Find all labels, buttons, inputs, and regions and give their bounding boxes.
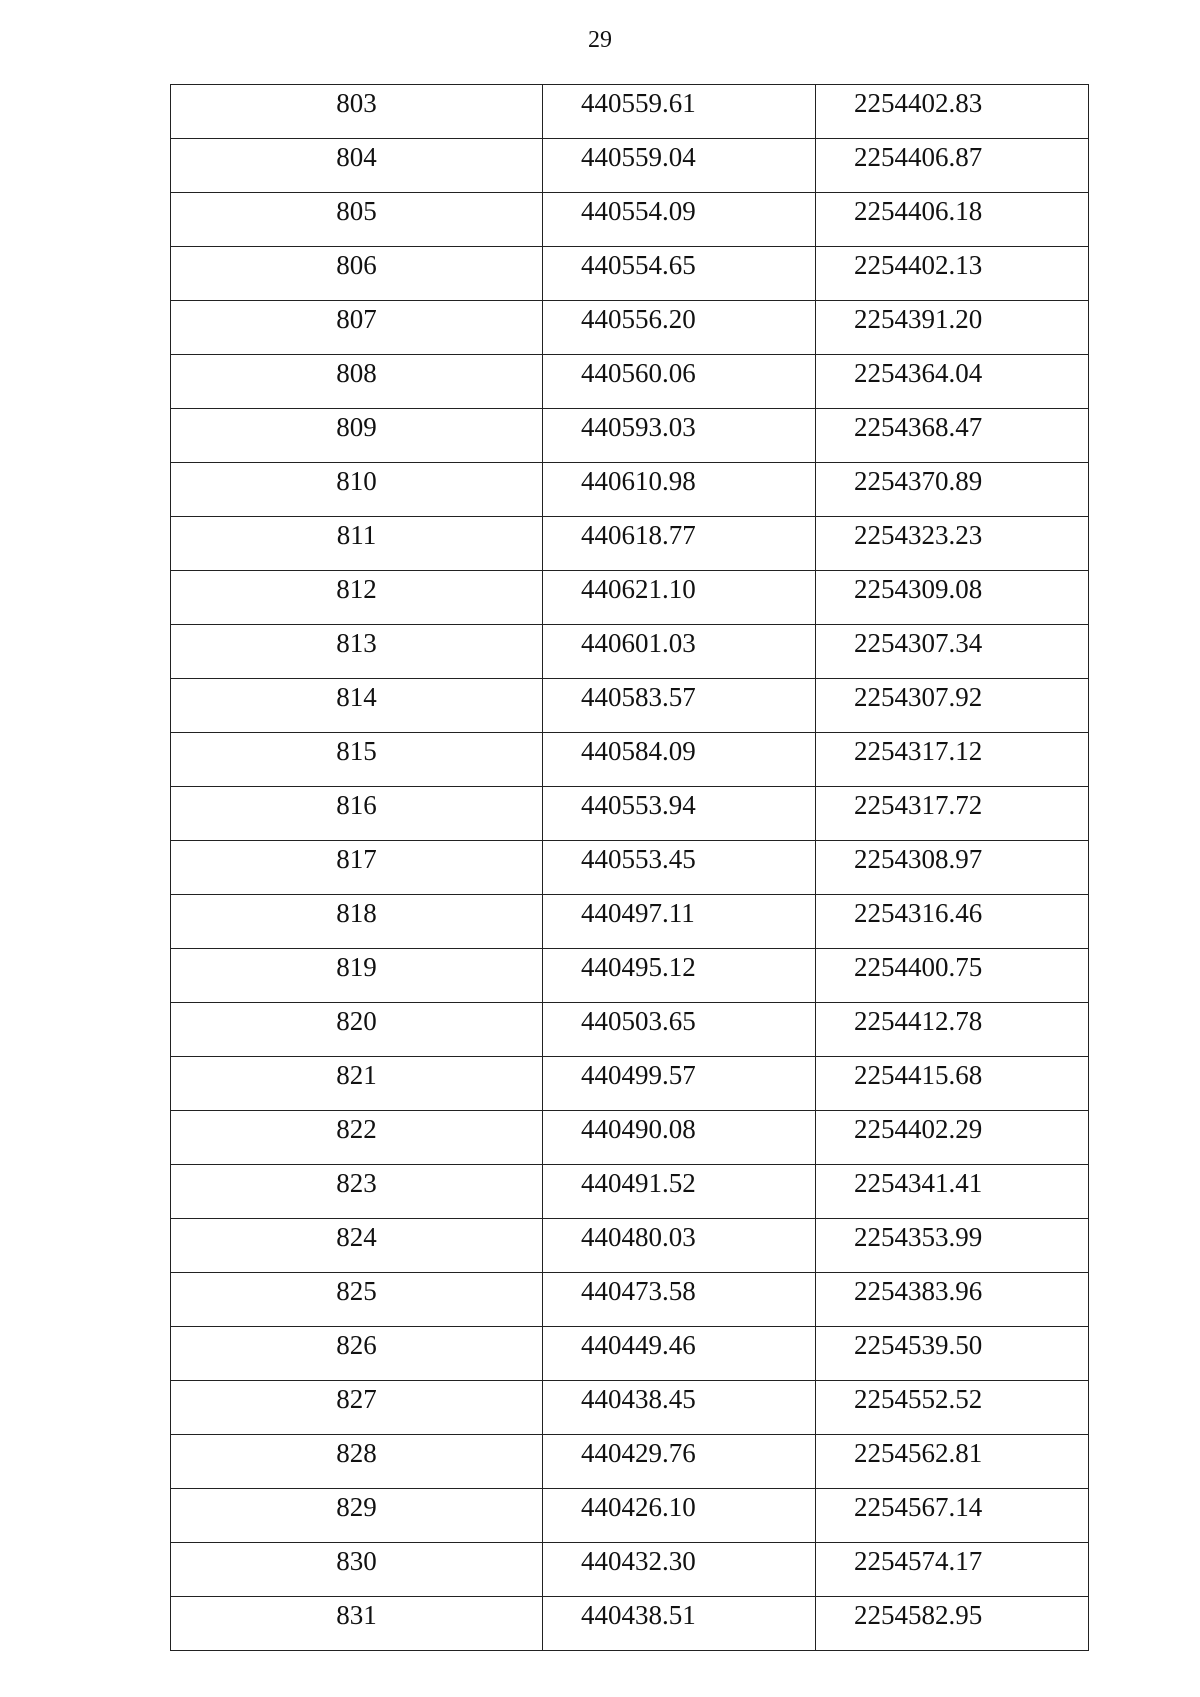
table-row [171,247,1089,301]
point-number-text: 829 [336,1492,377,1522]
point-number-cell [171,1003,543,1057]
y-coordinate-cell [816,625,1089,679]
y-coordinate-cell [816,787,1089,841]
point-number-text: 813 [336,628,377,658]
y-coordinate-text: 2254567.14 [854,1492,983,1522]
point-number-text: 826 [336,1330,377,1360]
x-coordinate-cell [543,787,816,841]
x-coordinate-text: 440584.09 [581,736,696,766]
table-row [171,1003,1089,1057]
y-coordinate-text: 2254574.17 [854,1546,983,1576]
point-number-cell [171,1381,543,1435]
table-row [171,1165,1089,1219]
x-coordinate-cell [543,463,816,517]
point-number-cell [171,733,543,787]
point-number-cell [171,1543,543,1597]
x-coordinate-text: 440553.45 [581,844,696,874]
point-number-cell [171,625,543,679]
x-coordinate-text: 440556.20 [581,304,696,334]
x-coordinate-cell [543,733,816,787]
point-number-cell [171,1111,543,1165]
table-row [171,1597,1089,1651]
y-coordinate-cell [816,247,1089,301]
x-coordinate-cell [543,301,816,355]
y-coordinate-text: 2254415.68 [854,1060,983,1090]
y-coordinate-text: 2254316.46 [854,898,983,928]
y-coordinate-cell [816,1111,1089,1165]
y-coordinate-text: 2254412.78 [854,1006,983,1036]
y-coordinate-text: 2254307.92 [854,682,983,712]
x-coordinate-cell [543,1219,816,1273]
y-coordinate-text: 2254353.99 [854,1222,983,1252]
table-row [171,787,1089,841]
x-coordinate-text: 440583.57 [581,682,696,712]
point-number-cell [171,85,543,139]
x-coordinate-cell [543,409,816,463]
x-coordinate-text: 440554.65 [581,250,696,280]
y-coordinate-cell [816,1489,1089,1543]
y-coordinate-text: 2254317.12 [854,736,983,766]
y-coordinate-cell [816,733,1089,787]
y-coordinate-cell [816,1273,1089,1327]
point-number-text: 816 [336,790,377,820]
table-row [171,949,1089,1003]
y-coordinate-text: 2254402.83 [854,88,983,118]
point-number-text: 818 [336,898,377,928]
x-coordinate-cell [543,1489,816,1543]
point-number-text: 803 [336,88,377,118]
y-coordinate-text: 2254364.04 [854,358,983,388]
y-coordinate-cell [816,355,1089,409]
y-coordinate-text: 2254406.87 [854,142,983,172]
table-row [171,1381,1089,1435]
y-coordinate-cell [816,1597,1089,1651]
table-row [171,1327,1089,1381]
x-coordinate-text: 440559.04 [581,142,696,172]
table-row [171,571,1089,625]
y-coordinate-text: 2254307.34 [854,628,983,658]
x-coordinate-text: 440497.11 [581,898,695,928]
x-coordinate-text: 440480.03 [581,1222,696,1252]
y-coordinate-text: 2254370.89 [854,466,983,496]
y-coordinate-cell [816,193,1089,247]
point-number-text: 819 [336,952,377,982]
y-coordinate-text: 2254582.95 [854,1600,983,1630]
table-row [171,1219,1089,1273]
point-number-cell [171,1489,543,1543]
point-number-cell [171,571,543,625]
y-coordinate-cell [816,517,1089,571]
x-coordinate-text: 440554.09 [581,196,696,226]
table-row [171,85,1089,139]
point-number-cell [171,1057,543,1111]
x-coordinate-cell [543,1597,816,1651]
point-number-text: 830 [336,1546,377,1576]
y-coordinate-cell [816,1057,1089,1111]
y-coordinate-cell [816,895,1089,949]
x-coordinate-text: 440491.52 [581,1168,696,1198]
point-number-text: 805 [336,196,377,226]
x-coordinate-text: 440495.12 [581,952,696,982]
y-coordinate-cell [816,571,1089,625]
y-coordinate-text: 2254406.18 [854,196,983,226]
point-number-text: 825 [336,1276,377,1306]
table-row [171,733,1089,787]
x-coordinate-text: 440490.08 [581,1114,696,1144]
y-coordinate-cell [816,1219,1089,1273]
y-coordinate-text: 2254402.29 [854,1114,983,1144]
table-row [171,517,1089,571]
x-coordinate-cell [543,139,816,193]
x-coordinate-cell [543,625,816,679]
x-coordinate-cell [543,1381,816,1435]
table-row [171,1057,1089,1111]
x-coordinate-cell [543,1057,816,1111]
point-number-text: 820 [336,1006,377,1036]
x-coordinate-text: 440429.76 [581,1438,696,1468]
y-coordinate-text: 2254308.97 [854,844,983,874]
y-coordinate-text: 2254368.47 [854,412,983,442]
x-coordinate-cell [543,841,816,895]
y-coordinate-text: 2254309.08 [854,574,983,604]
x-coordinate-cell [543,193,816,247]
x-coordinate-text: 440432.30 [581,1546,696,1576]
x-coordinate-text: 440618.77 [581,520,696,550]
point-number-cell [171,1597,543,1651]
point-number-text: 807 [336,304,377,334]
x-coordinate-cell [543,571,816,625]
x-coordinate-text: 440499.57 [581,1060,696,1090]
y-coordinate-text: 2254539.50 [854,1330,983,1360]
y-coordinate-cell [816,1543,1089,1597]
x-coordinate-cell [543,1435,816,1489]
point-number-text: 806 [336,250,377,280]
y-coordinate-text: 2254323.23 [854,520,983,550]
x-coordinate-cell [543,1003,816,1057]
point-number-text: 809 [336,412,377,442]
table-row [171,841,1089,895]
y-coordinate-cell [816,85,1089,139]
table-row [171,1543,1089,1597]
x-coordinate-text: 440438.51 [581,1600,696,1630]
point-number-cell [171,409,543,463]
x-coordinate-text: 440559.61 [581,88,696,118]
point-number-cell [171,301,543,355]
x-coordinate-text: 440560.06 [581,358,696,388]
point-number-cell [171,139,543,193]
point-number-cell [171,1435,543,1489]
y-coordinate-cell [816,1435,1089,1489]
point-number-cell [171,895,543,949]
x-coordinate-cell [543,1165,816,1219]
point-number-cell [171,463,543,517]
table-row [171,625,1089,679]
table-row [171,1111,1089,1165]
point-number-cell [171,193,543,247]
y-coordinate-cell [816,139,1089,193]
point-number-cell [171,1273,543,1327]
table-row [171,193,1089,247]
point-number-cell [171,841,543,895]
x-coordinate-cell [543,1273,816,1327]
table-row [171,895,1089,949]
coordinates-table-body [171,85,1089,1651]
point-number-text: 812 [336,574,377,604]
x-coordinate-cell [543,1327,816,1381]
x-coordinate-text: 440553.94 [581,790,696,820]
point-number-text: 811 [336,520,377,550]
y-coordinate-cell [816,1381,1089,1435]
point-number-text: 824 [336,1222,377,1252]
coordinates-table [170,84,1089,1651]
x-coordinate-cell [543,895,816,949]
y-coordinate-text: 2254400.75 [854,952,983,982]
point-number-text: 814 [336,682,377,712]
point-number-cell [171,949,543,1003]
x-coordinate-text: 440610.98 [581,466,696,496]
point-number-cell [171,247,543,301]
table-row [171,1489,1089,1543]
x-coordinate-cell [543,949,816,1003]
y-coordinate-text: 2254562.81 [854,1438,983,1468]
x-coordinate-cell [543,1111,816,1165]
point-number-cell [171,1219,543,1273]
y-coordinate-cell [816,409,1089,463]
x-coordinate-cell [543,85,816,139]
x-coordinate-cell [543,1543,816,1597]
y-coordinate-cell [816,1327,1089,1381]
table-row [171,1273,1089,1327]
x-coordinate-text: 440503.65 [581,1006,696,1036]
x-coordinate-cell [543,355,816,409]
table-row [171,1435,1089,1489]
x-coordinate-text: 440593.03 [581,412,696,442]
y-coordinate-text: 2254341.41 [854,1168,983,1198]
point-number-cell [171,679,543,733]
y-coordinate-text: 2254402.13 [854,250,983,280]
point-number-cell [171,1327,543,1381]
table-row [171,301,1089,355]
point-number-text: 822 [336,1114,377,1144]
point-number-text: 817 [336,844,377,874]
y-coordinate-cell [816,1165,1089,1219]
y-coordinate-cell [816,1003,1089,1057]
y-coordinate-text: 2254317.72 [854,790,983,820]
point-number-text: 804 [336,142,377,172]
x-coordinate-cell [543,517,816,571]
y-coordinate-text: 2254552.52 [854,1384,983,1414]
table-row [171,679,1089,733]
point-number-text: 827 [336,1384,377,1414]
table-row [171,463,1089,517]
table-row [171,139,1089,193]
y-coordinate-cell [816,301,1089,355]
point-number-text: 808 [336,358,377,388]
x-coordinate-text: 440426.10 [581,1492,696,1522]
y-coordinate-text: 2254383.96 [854,1276,983,1306]
table-row [171,355,1089,409]
y-coordinate-text: 2254391.20 [854,304,983,334]
point-number-cell [171,517,543,571]
y-coordinate-cell [816,679,1089,733]
x-coordinate-text: 440449.46 [581,1330,696,1360]
y-coordinate-cell [816,949,1089,1003]
x-coordinate-text: 440601.03 [581,628,696,658]
table-row [171,409,1089,463]
point-number-text: 831 [336,1600,377,1630]
x-coordinate-text: 440473.58 [581,1276,696,1306]
x-coordinate-cell [543,247,816,301]
point-number-cell [171,355,543,409]
point-number-text: 810 [336,466,377,496]
y-coordinate-cell [816,463,1089,517]
page-number: 29 [588,27,612,53]
point-number-text: 823 [336,1168,377,1198]
point-number-text: 821 [336,1060,377,1090]
point-number-cell [171,1165,543,1219]
point-number-text: 828 [336,1438,377,1468]
x-coordinate-cell [543,679,816,733]
point-number-text: 815 [336,736,377,766]
x-coordinate-text: 440438.45 [581,1384,696,1414]
y-coordinate-cell [816,841,1089,895]
point-number-cell [171,787,543,841]
x-coordinate-text: 440621.10 [581,574,696,604]
